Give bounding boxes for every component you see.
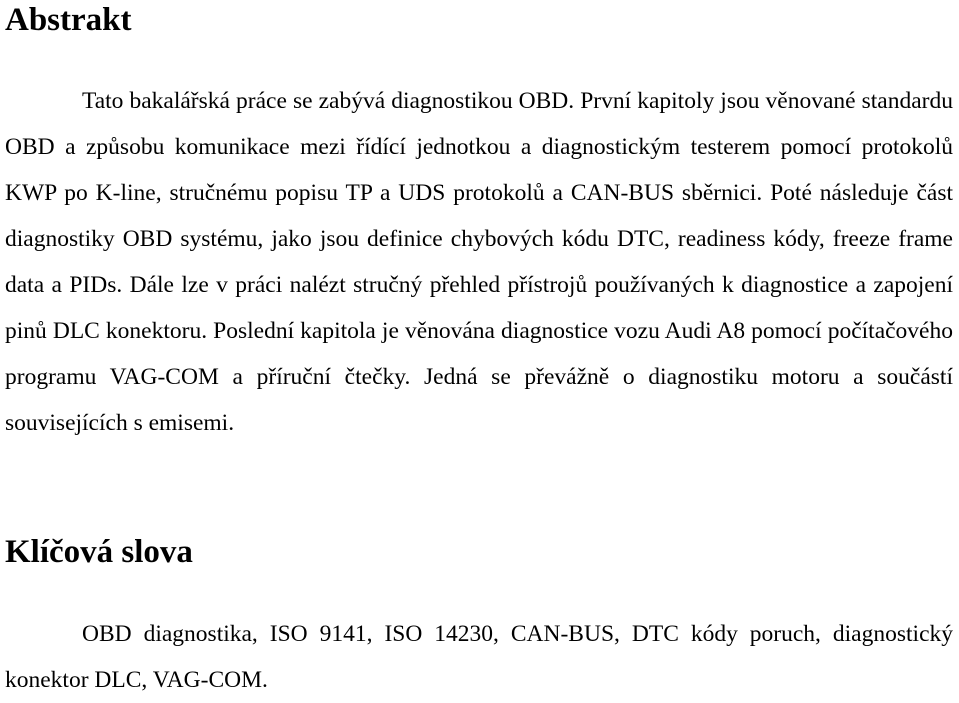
abstract-paragraph: Tato bakalářská práce se zabývá diagnostikou OBD. První kapitoly jsou věnované standardu OBD a způsobu komunikace mezi řídící jednotkou a diagnostickým testerem pomocí protokolů KWP po K-line, stručnému popisu TP a UDS protokolů a CAN-BUS sběrnici. Poté následuje část diagnostiky OBD systému, jako jsou definice chybových kódu DTC, readiness kódy, freeze frame data a PIDs. Dále lze v práci nalézt stručný přehled přístrojů používaných k diagnostice a zapojení pinů DLC konektoru. Poslední kapitola je věnována diagnostice vozu Audi A8 pomocí počítačového programu VAG-COM a příruční čtečky. Jedná se převážně o diagnostiku motoru a součástí souvisejících s emisemi. — [5, 88, 953, 436]
keywords-heading: Klíčová slova — [5, 534, 193, 570]
abstract-heading: Abstrakt — [5, 2, 132, 38]
keywords-paragraph: OBD diagnostika, ISO 9141, ISO 14230, CAN-BUS, DTC kódy poruch, diagnostický konektor DLC, VAG-COM. — [5, 621, 953, 693]
